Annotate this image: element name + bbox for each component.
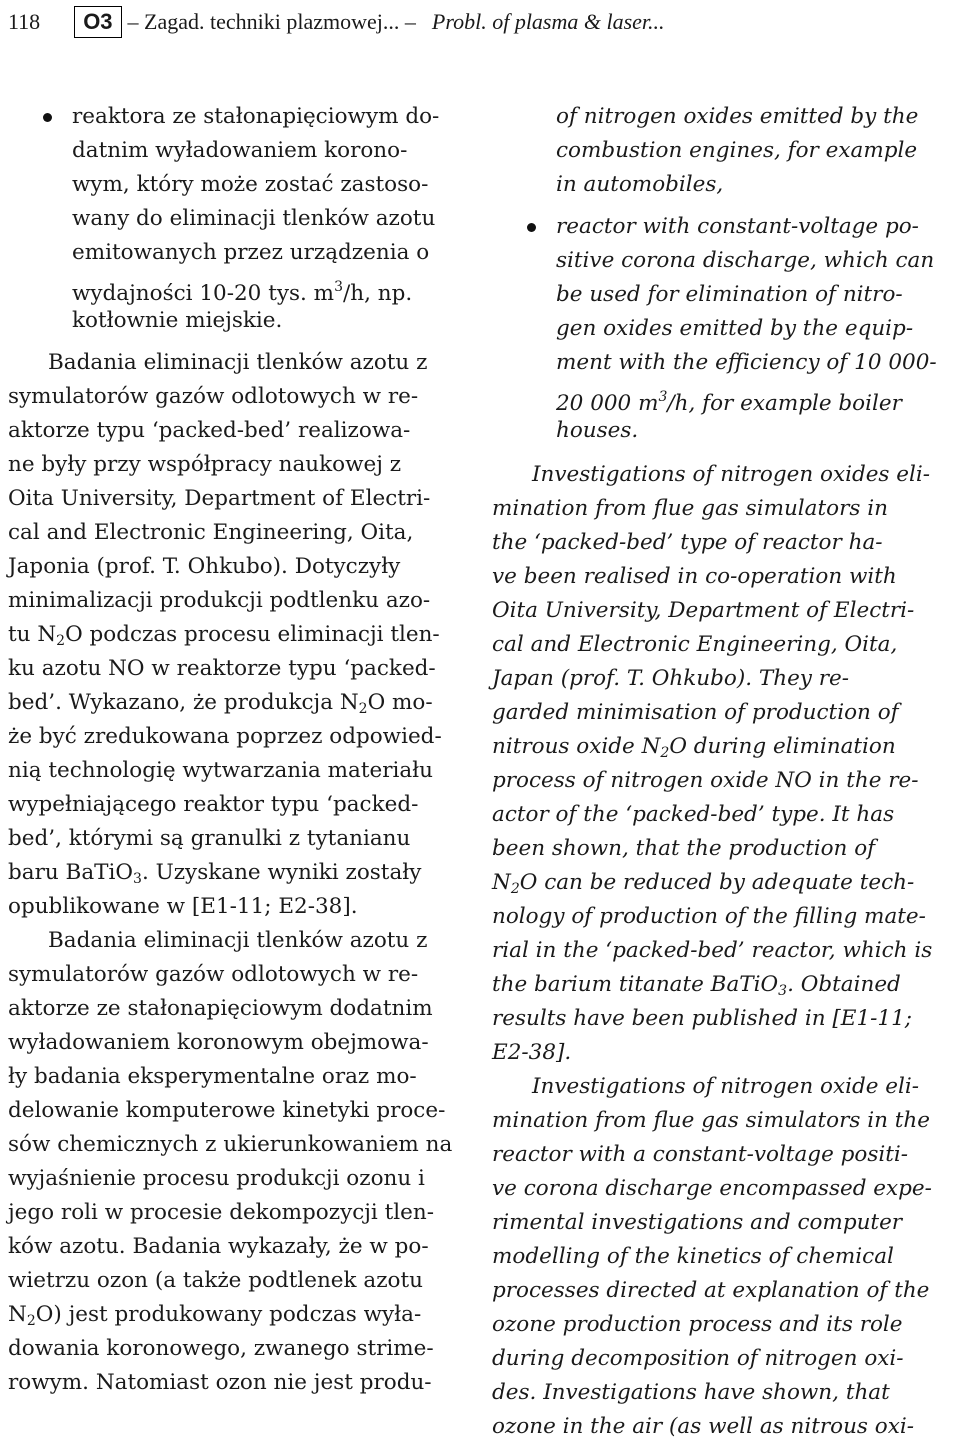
text-line: nitrous oxide N: [492, 734, 661, 759]
text-line: cal and Electronic Engineering, Oita,: [8, 520, 414, 545]
text-line: . Obtained: [787, 972, 901, 997]
text-line: reactor with a constant-voltage positi-: [492, 1142, 909, 1167]
text-line: baru BaTiO: [8, 860, 134, 885]
text-line: /h, np.: [343, 281, 413, 306]
section-code-box: O3: [74, 6, 121, 38]
bullet-icon: [43, 113, 52, 122]
text-line: datnim wyładowaniem korono-: [72, 138, 408, 163]
text-line: processes directed at explanation of the: [492, 1278, 930, 1303]
subscript: 2: [660, 745, 670, 761]
text-line: modelling of the kinetics of chemical: [492, 1244, 894, 1269]
paragraph-packed-bed-pl: [8, 346, 468, 924]
text-line: garded minimisation of production of: [492, 700, 899, 725]
text-line: wietrzu ozon (a także podtlenek azotu: [8, 1268, 423, 1293]
text-line: rowym. Natomiast ozon nie jest produ-: [8, 1370, 432, 1395]
text-line: O podczas procesu eliminacji tlen-: [65, 622, 440, 647]
text-line: wyładowaniem koronowym obejmowa-: [8, 1030, 429, 1055]
text-line: combustion engines, for example: [556, 138, 918, 163]
text-line: tu N: [8, 622, 57, 647]
text-line: Japonia (prof. T. Ohkubo). Dotyczyły: [8, 554, 401, 579]
subscript: 2: [358, 701, 368, 717]
superscript: 3: [334, 279, 343, 295]
superscript: 3: [658, 389, 668, 405]
text-line: Investigations of nitrogen oxides eli-: [532, 462, 931, 487]
continued-item-en: [492, 100, 954, 202]
text-line: in automobiles,: [556, 172, 724, 197]
text-line: 20 000 m: [556, 391, 659, 416]
text-line: jego roli w procesie dekompozycji tlen-: [8, 1200, 434, 1225]
text-line: reactor with constant-voltage po-: [556, 214, 919, 239]
text-line: Badania eliminacji tlenków azotu z: [48, 350, 428, 375]
running-header: [8, 0, 958, 44]
text-line: Badania eliminacji tlenków azotu z: [48, 928, 428, 953]
text-line: delowanie komputerowe kinetyki proce-: [8, 1098, 446, 1123]
text-line: /h, for example boiler: [667, 391, 902, 416]
text-line: during decomposition of nitrogen oxi-: [492, 1346, 904, 1371]
text-line: the barium titanate BaTiO: [492, 972, 779, 997]
paragraph-corona-discharge-en: [492, 1070, 954, 1444]
text-line: Oita University, Department of Electri-: [8, 486, 431, 511]
text-line: wany do eliminacji tlenków azotu: [72, 206, 436, 231]
text-line: rial in the ‘packed-bed’ reactor, which is: [492, 938, 933, 963]
subscript: 3: [778, 983, 788, 999]
text-line: bed’. Wykazano, że produkcja N: [8, 690, 359, 715]
bullet-item-corona-reactor-pl: [8, 100, 468, 338]
text-line: process of nitrogen oxide NO in the re-: [492, 768, 919, 793]
text-line: ne były przy współpracy naukowej z: [8, 452, 402, 477]
text-line: ozone production process and its role: [492, 1312, 903, 1337]
text-line: houses.: [556, 418, 639, 443]
text-line: E2-38].: [492, 1040, 572, 1065]
page-number: 118: [8, 9, 41, 34]
text-line: the ‘packed-bed’ type of reactor ha-: [492, 530, 883, 555]
text-line: ozone in the air (as well as nitrous oxi-: [492, 1414, 915, 1439]
subscript: 2: [510, 881, 520, 897]
bullet-icon: [527, 223, 536, 232]
text-line: bed’, którymi są granulki z tytanianu: [8, 826, 411, 851]
subscript: 2: [56, 633, 66, 649]
text-line: actor of the ‘packed-bed’ type. It has: [492, 802, 895, 827]
subscript: 3: [133, 871, 142, 887]
text-line: O during elimination: [669, 734, 896, 759]
text-line: ment with the efficiency of 10 000-: [556, 350, 937, 375]
text-line: kotłownie miejskie.: [72, 308, 283, 333]
text-line: rimental investigations and computer: [492, 1210, 903, 1235]
text-line: wypełniającego reaktor typu ‘packed-: [8, 792, 419, 817]
text-line: wym, który może zostać zastoso-: [72, 172, 429, 197]
text-line: N: [492, 870, 511, 895]
text-line: aktorze ze stałonapięciowym dodatnim: [8, 996, 433, 1021]
text-line: Investigations of nitrogen oxide eli-: [532, 1074, 920, 1099]
text-line: aktorze typu ‘packed-bed’ realizowa-: [8, 418, 411, 443]
text-line: nią technologię wytwarzania materiału: [8, 758, 434, 783]
text-line: emitowanych przez urządzenia o: [72, 240, 430, 265]
text-line: gen oxides emitted by the equip-: [556, 316, 914, 341]
text-line: mination from flue gas simulators in: [492, 496, 888, 521]
text-line: ve been realised in co-operation with: [492, 564, 897, 589]
text-line: mination from flue gas simulators in the: [492, 1108, 930, 1133]
text-line: symulatorów gazów odlotowych w re-: [8, 962, 419, 987]
text-line: ły badania eksperymentalne oraz mo-: [8, 1064, 417, 1089]
text-line: że być zredukowana poprzez odpowied-: [8, 724, 442, 749]
text-line: results have been published in [E1-11;: [492, 1006, 913, 1031]
text-line: been shown, that the production of: [492, 836, 876, 861]
text-line: des. Investigations have shown, that: [492, 1380, 890, 1405]
text-line: ku azotu NO w reaktorze typu ‘packed-: [8, 656, 436, 681]
text-line: Japan (prof. T. Ohkubo). They re-: [492, 666, 850, 691]
text-line: Oita University, Department of Electri-: [492, 598, 915, 623]
header-title-polish: – Zagad. techniki plazmowej... –: [127, 9, 416, 34]
text-line: O can be reduced by adequate tech-: [519, 870, 915, 895]
text-line: sitive corona discharge, which can: [556, 248, 935, 273]
text-line: cal and Electronic Engineering, Oita,: [492, 632, 898, 657]
text-line: wydajności 10-20 tys. m: [72, 281, 335, 306]
subscript: 2: [26, 1313, 36, 1329]
text-line: sów chemicznych z ukierunkowaniem na: [8, 1132, 453, 1157]
text-line: dowania koronowego, zwanego strime-: [8, 1336, 434, 1361]
bullet-item-corona-reactor-en: [492, 210, 954, 448]
text-line: . Uzyskane wyniki zostały: [141, 860, 422, 885]
text-line: O) jest produkowany podczas wyła-: [35, 1302, 422, 1327]
paragraph-corona-discharge-pl: [8, 924, 468, 1400]
paragraph-packed-bed-en: [492, 458, 954, 1070]
text-line: be used for elimination of nitro-: [556, 282, 903, 307]
text-line: O mo-: [367, 690, 433, 715]
text-line: wyjaśnienie procesu produkcji ozonu i: [8, 1166, 425, 1191]
text-line: N: [8, 1302, 27, 1327]
text-line: opublikowane w [E1-11; E2-38].: [8, 894, 358, 919]
right-column-english: [492, 100, 954, 1444]
text-line: nology of production of the filling mate-: [492, 904, 926, 929]
header-title-english: Probl. of plasma & laser...: [431, 9, 665, 34]
text-line: minimalizacji produkcji podtlenku azo-: [8, 588, 431, 613]
left-column-polish: [8, 100, 468, 1400]
text-line: symulatorów gazów odlotowych w re-: [8, 384, 419, 409]
text-line: reaktora ze stałonapięciowym do-: [72, 104, 440, 129]
text-line: ków azotu. Badania wykazały, że w po-: [8, 1234, 429, 1259]
text-line: of nitrogen oxides emitted by the: [556, 104, 919, 129]
text-line: ve corona discharge encompassed expe-: [492, 1176, 932, 1201]
